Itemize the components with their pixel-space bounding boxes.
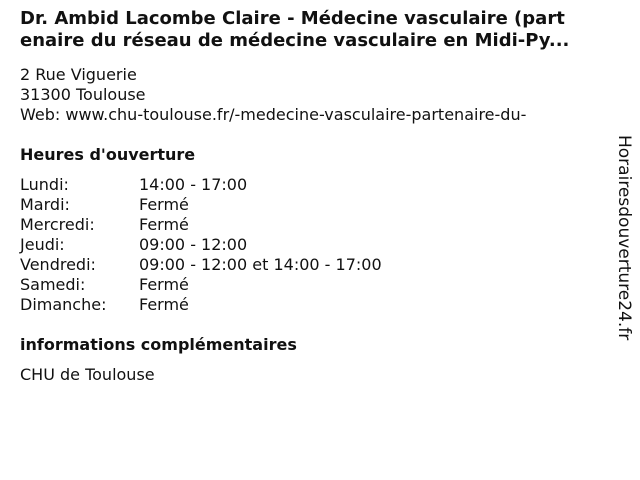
address-block	[20, 65, 610, 125]
additional-info-text: CHU de Toulouse	[20, 365, 155, 384]
hours-row-tuesday	[20, 195, 600, 215]
hours-row-monday	[20, 175, 600, 195]
hours-value: 09:00 - 12:00	[139, 235, 248, 254]
day-label: Vendredi:	[20, 255, 96, 274]
hours-value: Fermé	[139, 195, 189, 214]
page-title-line-2: enaire du réseau de médecine vasculaire en Midi-Py...	[20, 30, 570, 51]
additional-info-heading: informations complémentaires	[20, 335, 297, 354]
day-label: Lundi:	[20, 175, 69, 194]
address-city: 31300 Toulouse	[20, 85, 146, 104]
hours-row-friday	[20, 255, 600, 275]
site-watermark	[610, 135, 636, 355]
hours-value: 09:00 - 12:00 et 14:00 - 17:00	[139, 255, 382, 274]
hours-value: 14:00 - 17:00	[139, 175, 248, 194]
day-label: Mercredi:	[20, 215, 95, 234]
day-label: Jeudi:	[20, 235, 65, 254]
address-street: 2 Rue Viguerie	[20, 65, 137, 84]
day-label: Mardi:	[20, 195, 70, 214]
hours-value: Fermé	[139, 215, 189, 234]
hours-row-saturday	[20, 275, 600, 295]
hours-value: Fermé	[139, 275, 189, 294]
page-title-line-1: Dr. Ambid Lacombe Claire - Médecine vasculaire (part	[20, 8, 565, 29]
opening-hours-heading: Heures d'ouverture	[20, 145, 196, 164]
hours-row-thursday	[20, 235, 600, 255]
hours-row-sunday	[20, 295, 600, 315]
hours-value: Fermé	[139, 295, 189, 314]
watermark-text: Horairesdouverture24.fr	[614, 135, 634, 341]
website-link[interactable]: Web: www.chu-toulouse.fr/-medecine-vasculaire-partenaire-du-	[20, 105, 527, 124]
hours-row-wednesday	[20, 215, 600, 235]
day-label: Dimanche:	[20, 295, 107, 314]
opening-hours-table	[20, 175, 600, 315]
page-title	[20, 8, 632, 52]
day-label: Samedi:	[20, 275, 86, 294]
